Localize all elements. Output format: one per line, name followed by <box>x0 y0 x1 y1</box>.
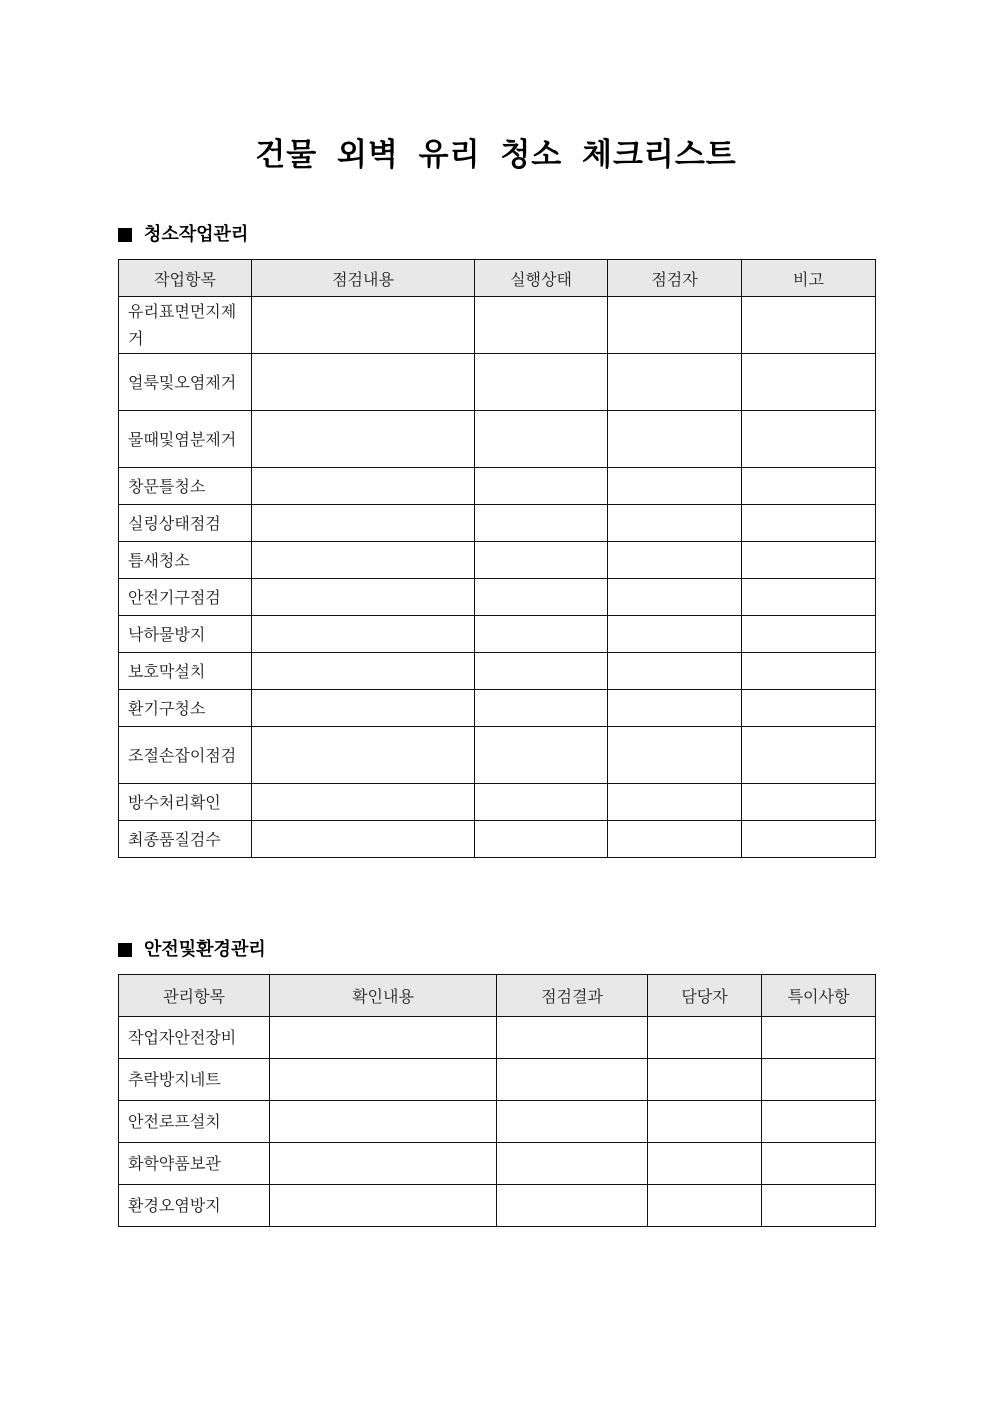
inspection-content-cell[interactable] <box>252 297 475 354</box>
inspector-cell[interactable] <box>608 579 742 616</box>
table-row <box>119 1059 876 1101</box>
inspection-content-cell[interactable] <box>252 468 475 505</box>
inspection-content-cell[interactable] <box>252 411 475 468</box>
management-item-cell: 환경오염방지 <box>119 1185 270 1227</box>
manager-cell[interactable] <box>648 1143 762 1185</box>
inspection-content-cell[interactable] <box>252 727 475 784</box>
inspector-cell[interactable] <box>608 653 742 690</box>
cleaning-checklist-table <box>118 259 876 858</box>
page-title: 건물 외벽 유리 청소 체크리스트 <box>255 137 737 173</box>
inspection-content-cell[interactable] <box>252 579 475 616</box>
table-row <box>119 727 876 784</box>
check-content-cell[interactable] <box>270 1059 497 1101</box>
inspector-cell[interactable] <box>608 505 742 542</box>
section-heading-safety-environment <box>118 937 266 963</box>
table-row <box>119 411 876 468</box>
remarks-cell[interactable] <box>762 1101 876 1143</box>
inspector-cell[interactable] <box>608 542 742 579</box>
management-item-cell: 추락방지네트 <box>119 1059 270 1101</box>
task-item-cell: 안전기구점검 <box>119 579 252 616</box>
inspection-result-cell[interactable] <box>497 1017 648 1059</box>
remarks-cell[interactable] <box>762 1017 876 1059</box>
column-header-execution-status: 실행상태 <box>475 260 608 297</box>
column-header-remarks: 특이사항 <box>762 975 876 1017</box>
inspection-content-cell[interactable] <box>252 542 475 579</box>
table-row <box>119 505 876 542</box>
inspection-result-cell[interactable] <box>497 1185 648 1227</box>
column-header-management-item: 관리항목 <box>119 975 270 1017</box>
inspection-content-cell[interactable] <box>252 653 475 690</box>
execution-status-cell[interactable] <box>475 821 608 858</box>
inspection-content-cell[interactable] <box>252 821 475 858</box>
inspector-cell[interactable] <box>608 468 742 505</box>
table-header-row <box>119 260 876 297</box>
note-cell[interactable] <box>742 297 876 354</box>
table-row <box>119 1017 876 1059</box>
note-cell[interactable] <box>742 727 876 784</box>
inspector-cell[interactable] <box>608 821 742 858</box>
execution-status-cell[interactable] <box>475 653 608 690</box>
remarks-cell[interactable] <box>762 1143 876 1185</box>
task-item-cell: 조절손잡이점검 <box>119 727 252 784</box>
note-cell[interactable] <box>742 616 876 653</box>
note-cell[interactable] <box>742 354 876 411</box>
inspection-content-cell[interactable] <box>252 690 475 727</box>
inspector-cell[interactable] <box>608 616 742 653</box>
table-row <box>119 542 876 579</box>
safety-environment-table <box>118 974 876 1227</box>
task-item-cell: 보호막설치 <box>119 653 252 690</box>
table-row <box>119 821 876 858</box>
note-cell[interactable] <box>742 542 876 579</box>
check-content-cell[interactable] <box>270 1101 497 1143</box>
check-content-cell[interactable] <box>270 1017 497 1059</box>
column-header-inspection-result: 점검결과 <box>497 975 648 1017</box>
table-row <box>119 579 876 616</box>
square-bullet-icon <box>118 228 132 242</box>
note-cell[interactable] <box>742 505 876 542</box>
note-cell[interactable] <box>742 579 876 616</box>
inspection-result-cell[interactable] <box>497 1101 648 1143</box>
check-content-cell[interactable] <box>270 1185 497 1227</box>
execution-status-cell[interactable] <box>475 579 608 616</box>
manager-cell[interactable] <box>648 1185 762 1227</box>
note-cell[interactable] <box>742 653 876 690</box>
execution-status-cell[interactable] <box>475 727 608 784</box>
manager-cell[interactable] <box>648 1059 762 1101</box>
inspector-cell[interactable] <box>608 727 742 784</box>
execution-status-cell[interactable] <box>475 505 608 542</box>
execution-status-cell[interactable] <box>475 354 608 411</box>
task-item-cell: 물때및염분제거 <box>119 411 252 468</box>
table-row <box>119 784 876 821</box>
column-header-inspection-content: 점검내용 <box>252 260 475 297</box>
note-cell[interactable] <box>742 468 876 505</box>
column-header-task-item: 작업항목 <box>119 260 252 297</box>
task-item-cell: 실링상태점검 <box>119 505 252 542</box>
inspector-cell[interactable] <box>608 354 742 411</box>
execution-status-cell[interactable] <box>475 616 608 653</box>
table-row <box>119 1143 876 1185</box>
table-row <box>119 468 876 505</box>
note-cell[interactable] <box>742 784 876 821</box>
table-row <box>119 297 876 354</box>
management-item-cell: 안전로프설치 <box>119 1101 270 1143</box>
table-row <box>119 1101 876 1143</box>
check-content-cell[interactable] <box>270 1143 497 1185</box>
management-item-cell: 작업자안전장비 <box>119 1017 270 1059</box>
column-header-manager: 담당자 <box>648 975 762 1017</box>
task-item-cell: 최종품질검수 <box>119 821 252 858</box>
inspector-cell[interactable] <box>608 297 742 354</box>
note-cell[interactable] <box>742 690 876 727</box>
section-heading-label: 안전및환경관리 <box>144 939 266 960</box>
execution-status-cell[interactable] <box>475 542 608 579</box>
table-header-row <box>119 975 876 1017</box>
execution-status-cell[interactable] <box>475 297 608 354</box>
column-header-inspector: 점검자 <box>608 260 742 297</box>
inspector-cell[interactable] <box>608 690 742 727</box>
table-row <box>119 690 876 727</box>
task-item-cell: 방수처리확인 <box>119 784 252 821</box>
task-item-cell: 환기구청소 <box>119 690 252 727</box>
section-heading-cleaning-management <box>118 222 248 248</box>
task-item-cell: 창문틀청소 <box>119 468 252 505</box>
task-item-cell: 낙하물방지 <box>119 616 252 653</box>
remarks-cell[interactable] <box>762 1059 876 1101</box>
square-bullet-icon <box>118 943 132 957</box>
inspection-result-cell[interactable] <box>497 1059 648 1101</box>
inspection-content-cell[interactable] <box>252 616 475 653</box>
inspection-content-cell[interactable] <box>252 354 475 411</box>
note-cell[interactable] <box>742 411 876 468</box>
management-item-cell: 화학약품보관 <box>119 1143 270 1185</box>
manager-cell[interactable] <box>648 1101 762 1143</box>
execution-status-cell[interactable] <box>475 411 608 468</box>
execution-status-cell[interactable] <box>475 784 608 821</box>
execution-status-cell[interactable] <box>475 690 608 727</box>
inspection-result-cell[interactable] <box>497 1143 648 1185</box>
column-header-note: 비고 <box>742 260 876 297</box>
section-heading-label: 청소작업관리 <box>144 224 249 245</box>
inspector-cell[interactable] <box>608 411 742 468</box>
inspection-content-cell[interactable] <box>252 784 475 821</box>
task-item-cell: 유리표면먼지제거 <box>119 297 252 354</box>
inspector-cell[interactable] <box>608 784 742 821</box>
table-row <box>119 1185 876 1227</box>
note-cell[interactable] <box>742 821 876 858</box>
table-row <box>119 616 876 653</box>
column-header-check-content: 확인내용 <box>270 975 497 1017</box>
table-row <box>119 354 876 411</box>
task-item-cell: 틈새청소 <box>119 542 252 579</box>
inspection-content-cell[interactable] <box>252 505 475 542</box>
manager-cell[interactable] <box>648 1017 762 1059</box>
task-item-cell: 얼룩및오염제거 <box>119 354 252 411</box>
remarks-cell[interactable] <box>762 1185 876 1227</box>
table-row <box>119 653 876 690</box>
execution-status-cell[interactable] <box>475 468 608 505</box>
